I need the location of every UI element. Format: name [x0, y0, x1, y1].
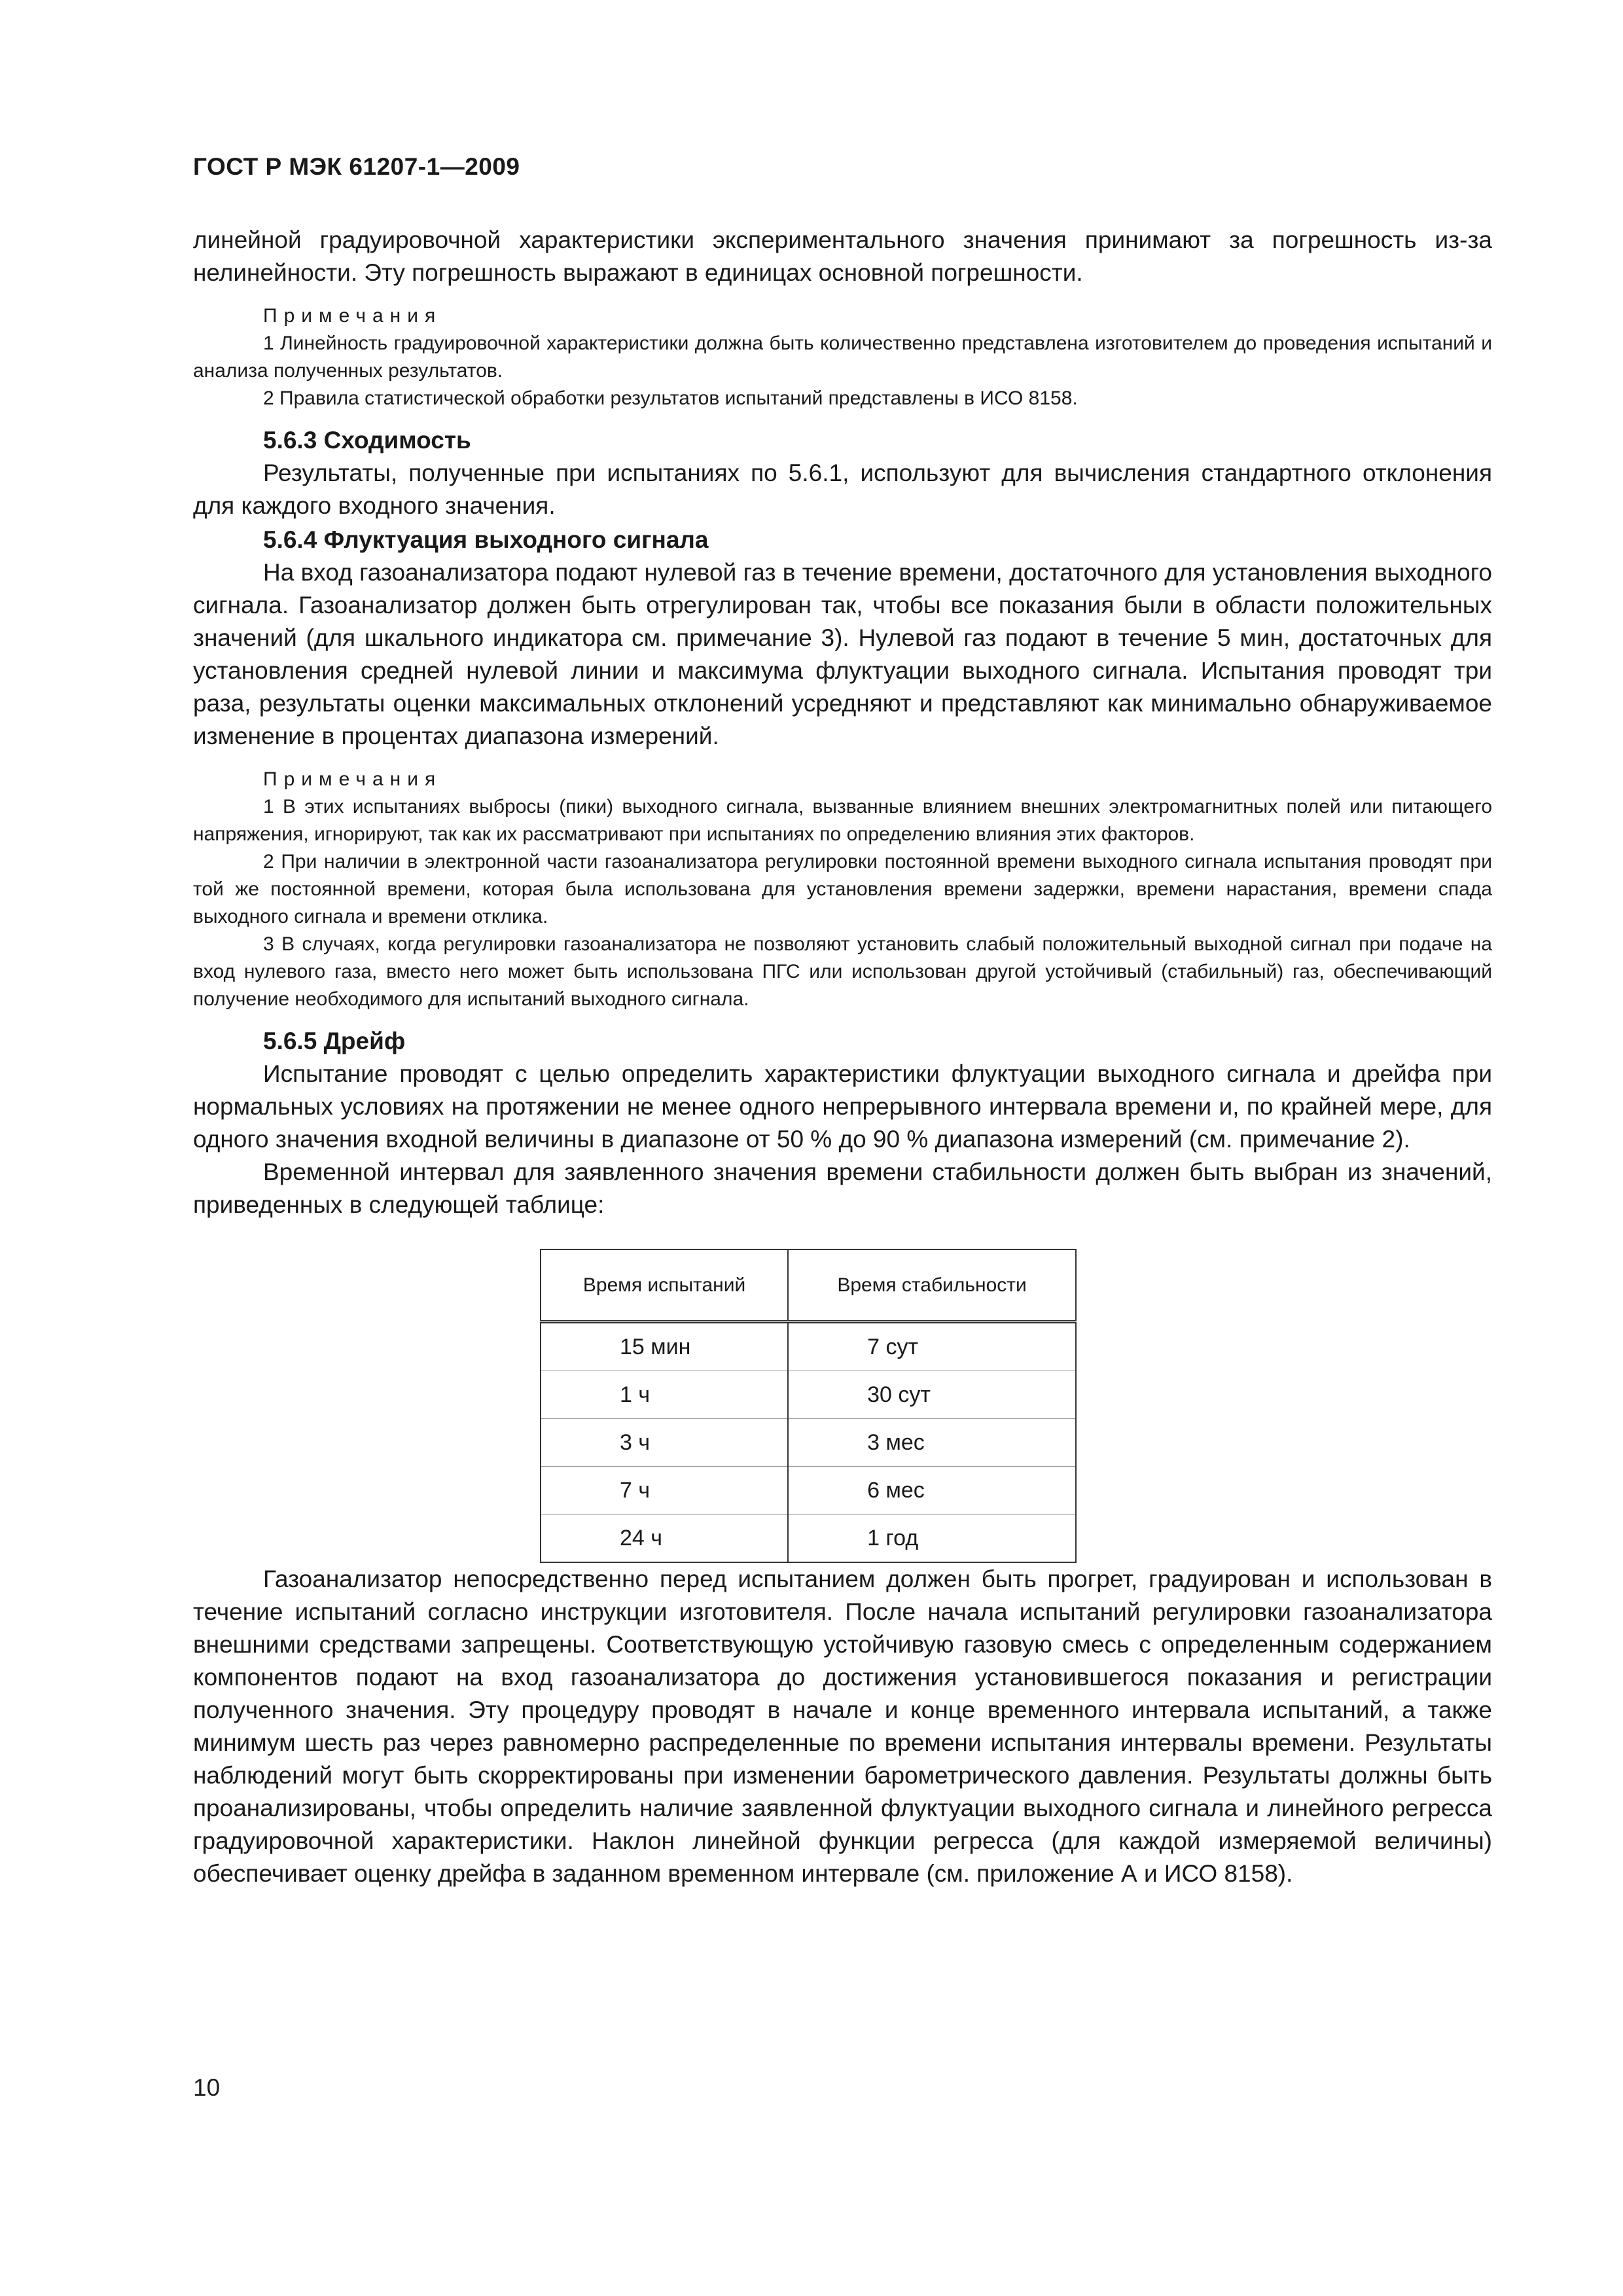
page-content	[193, 151, 1492, 1890]
notes-title: Примечания	[263, 305, 442, 327]
stability-table-wrapper	[540, 1249, 1492, 1563]
page-number: 10	[193, 2074, 221, 2101]
table-row	[541, 1515, 1076, 1563]
table-cell: 24 ч	[541, 1515, 788, 1563]
table-cell: 7 сут	[788, 1322, 1076, 1371]
table-cell: 3 ч	[541, 1419, 788, 1467]
final-paragraph: Газоанализатор непосредственно перед испытанием должен быть прогрет, градуирован и использован в течение испытаний согласно инструкции изготовителя. После начала испытаний регулировки газоанализатора внешними средствами запрещены. Соответствующую устойчивую газовую смесь с определенным содержанием компонентов подают на вход газоанализатора до достижения установившегося показания и регистрации полученного значения. Эту процедуру проводят в начале и конце временного интервала испытаний, а также минимум шесть раз через равномерно распределенные по времени испытания интервалы времени. Результаты наблюдений могут быть скорректированы при изменении барометрического давления. Результаты должны быть проанализированы, чтобы определить наличие заявленной флуктуации выходного сигнала и линейного регресса градуировочной характеристики. Наклон линейной функции регресса (для каждой измеряемой величины) обеспечивает оценку дрейфа в заданном временном интервале (см. приложение А и ИСО 8158).	[193, 1566, 1492, 1887]
notes-title: Примечания	[263, 768, 442, 790]
section-paragraph: Испытание проводят с целью определить характеристики флуктуации выходного сигнала и дрейфа при нормальных условиях на протяжении не менее одного непрерывного интервала времени и, по крайней мере, для одного значения входной величины в диапазоне от 50 % до 90 % диапазона измерений (см. примечание 2).	[193, 1060, 1492, 1153]
section-paragraph: На вход газоанализатора подают нулевой газ в течение времени, достаточного для установления выходного сигнала. Газоанализатор должен быть отрегулирован так, чтобы все показания были в области положительных значений (для шкального индикатора см. примечание 3). Нулевой газ подают в течение 5 мин, достаточных для установления средней нулевой линии и максимума флуктуации выходного сигнала. Испытания проводят три раза, результаты оценки максимальных отклонений усредняют и представляют как минимально обнаруживаемое изменение в процентах диапазона измерений.	[193, 559, 1492, 749]
table-cell: 7 ч	[541, 1467, 788, 1515]
note-item: 3 В случаях, когда регулировки газоанализатора не позволяют установить слабый положительный выходной сигнал при подаче на вход нулевого газа, вместо него может быть использована ПГС или использован другой устойчивый (стабильный) газ, обеспечивающий получение необходимого для испытаний выходного сигнала.	[193, 933, 1492, 1010]
document-header: ГОСТ Р МЭК 61207-1—2009	[193, 153, 520, 180]
section-paragraph: Результаты, полученные при испытаниях по 5.6.1, используют для вычисления стандартного отклонения для каждого входного значения.	[193, 459, 1492, 519]
intro-paragraph: линейной градуировочной характеристики экспериментального значения принимают за погрешность из-за нелинейности. Эту погрешность выражают в единицах основной погрешности.	[193, 226, 1492, 286]
table-header-cell: Время стабильности	[788, 1249, 1076, 1322]
table-row	[541, 1419, 1076, 1467]
table-row	[541, 1467, 1076, 1515]
section-heading: 5.6.4 Флуктуация выходного сигнала	[263, 526, 709, 553]
table-cell: 3 мес	[788, 1419, 1076, 1467]
section-paragraph: Временной интервал для заявленного значения времени стабильности должен быть выбран из значений, приведенных в следующей таблице:	[193, 1158, 1492, 1218]
table-header-row	[541, 1249, 1076, 1322]
table-cell: 1 год	[788, 1515, 1076, 1563]
section-heading: 5.6.5 Дрейф	[263, 1028, 406, 1054]
table-header-cell: Время испытаний	[541, 1249, 788, 1322]
table-cell: 6 мес	[788, 1467, 1076, 1515]
table-cell: 30 сут	[788, 1371, 1076, 1419]
note-item: 1 В этих испытаниях выбросы (пики) выходного сигнала, вызванные влиянием внешних электромагнитных полей или питающего напряжения, игнорируют, так как их рассматривают при испытаниях по определению влияния этих факторов.	[193, 796, 1492, 845]
stability-table	[540, 1249, 1077, 1563]
table-cell: 15 мин	[541, 1322, 788, 1371]
table-row	[541, 1322, 1076, 1371]
table-row	[541, 1371, 1076, 1419]
note-item: 1 Линейность градуировочной характеристики должна быть количественно представлена изготовителем до проведения испытаний и анализа полученных результатов.	[193, 332, 1492, 382]
note-item: 2 Правила статистической обработки результатов испытаний представлены в ИСО 8158.	[263, 387, 1078, 409]
table-cell: 1 ч	[541, 1371, 788, 1419]
note-item: 2 При наличии в электронной части газоанализатора регулировки постоянной времени выходного сигнала испытания проводят при той же постоянной времени, которая была использована для установления времени задержки, времени нарастания, времени спада выходного сигнала и времени отклика.	[193, 851, 1492, 927]
section-heading: 5.6.3 Сходимость	[263, 427, 471, 454]
